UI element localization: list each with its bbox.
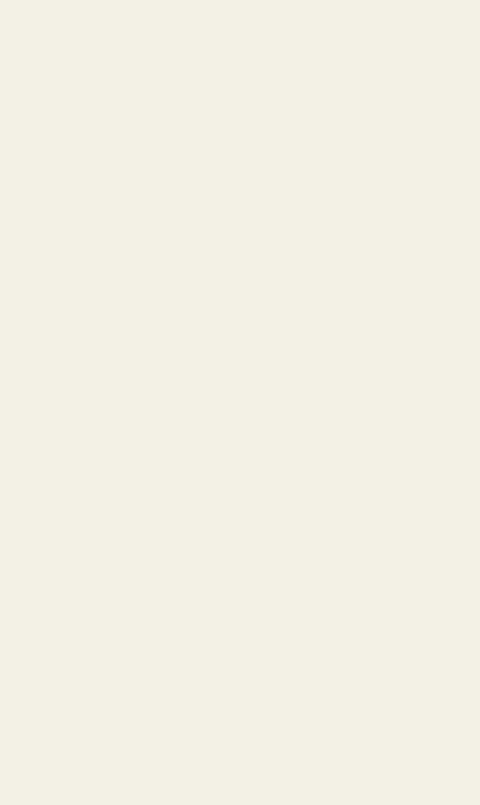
verse-line: [113, 204, 117, 221]
tunes-note: [62, 358, 75, 373]
verse-line: [86, 68, 90, 85]
page-header: [0, 38, 480, 58]
